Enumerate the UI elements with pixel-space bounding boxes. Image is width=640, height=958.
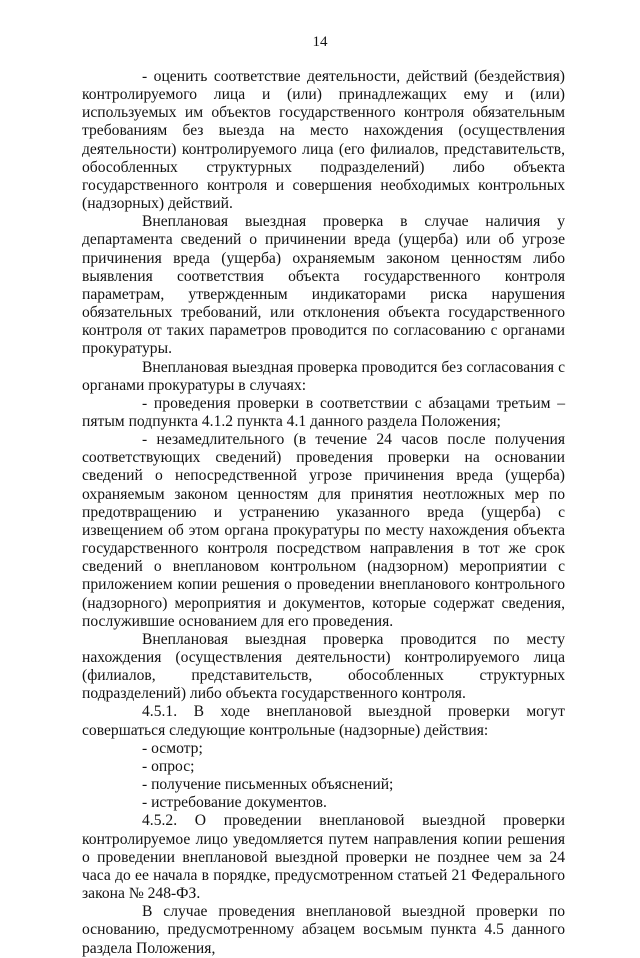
paragraph: - незамедлительного (в течение 24 часов после получения соответствующих сведений) проведения проверки на основании сведений о непосредственной угрозе причинения вреда (ущерба) охраняемым законом ценностям для принятия неотложных мер по предотвращению и устранению указанного вреда (ущерба) с извещением об этом органа прокуратуры по месту нахождения объекта государственного контроля посредством направления в тот же срок сведений о внеплановом контрольном (надзорном) мероприятии с приложением копии решения о проведении внепланового контрольного (надзорного) мероприятия и документов, которые содержат сведения, послужившие основанием для его проведения.: [82, 431, 565, 630]
paragraph: В случае проведения внеплановой выездной проверки по основанию, предусмотренному абзацем восьмым пункта 4.5 данного раздела Положения,: [82, 903, 565, 957]
page-number: 14: [312, 34, 328, 50]
paragraph: Внеплановая выездная проверка проводится по месту нахождения (осуществления деятельности) контролируемого лица (филиалов, представительств, обособленных структурных подразделений) либо объекта государственного контроля.: [82, 630, 565, 703]
paragraph: Внеплановая выездная проверка проводится без согласования с органами прокуратуры в случаях:: [82, 358, 565, 394]
list-item: - получение письменных объяснений;: [142, 776, 394, 794]
paragraph: 4.5.1. В ходе внеплановой выездной проверки могут совершаться следующие контрольные (надзорные) действия:: [82, 703, 565, 739]
list-item: - осмотр;: [142, 739, 203, 757]
paragraph: - оценить соответствие деятельности, действий (бездействия) контролируемого лица и (или) принадлежащих ему и (или) используемых им объектов государственного контроля обязательным требованиям без выезда на место нахождения (осуществления деятельности) контролируемого лица (его филиалов, представительств, обособленных структурных подразделений) либо объекта государственного контроля и совершения необходимых контрольных (надзорных) действий.: [82, 68, 565, 213]
paragraph: 4.5.2. О проведении внеплановой выездной проверки контролируемое лицо уведомляется путем направления копии решения о проведении внеплановой выездной проверки не позднее чем за 24 часа до ее начала в порядке, предусмотренном статьей 21 Федерального закона № 248-ФЗ.: [82, 812, 565, 903]
document-body: [82, 68, 565, 958]
paragraph: - проведения проверки в соответствии с абзацами третьим – пятым подпункта 4.1.2 пункта 4.1 данного раздела Положения;: [82, 394, 565, 430]
list-item: - истребование документов.: [142, 794, 327, 812]
paragraph: Внеплановая выездная проверка в случае наличия у департамента сведений о причинении вреда (ущерба) или об угрозе причинения вреда (ущерба) охраняемым законом ценностям либо выявления соответствия объекта государственного контроля параметрам, утвержденным индикаторами риска нарушения обязательных требований, или отклонения объекта государственного контроля от таких параметров проводится по согласованию с органами прокуратуры.: [82, 213, 565, 358]
list-item: - опрос;: [142, 757, 195, 775]
